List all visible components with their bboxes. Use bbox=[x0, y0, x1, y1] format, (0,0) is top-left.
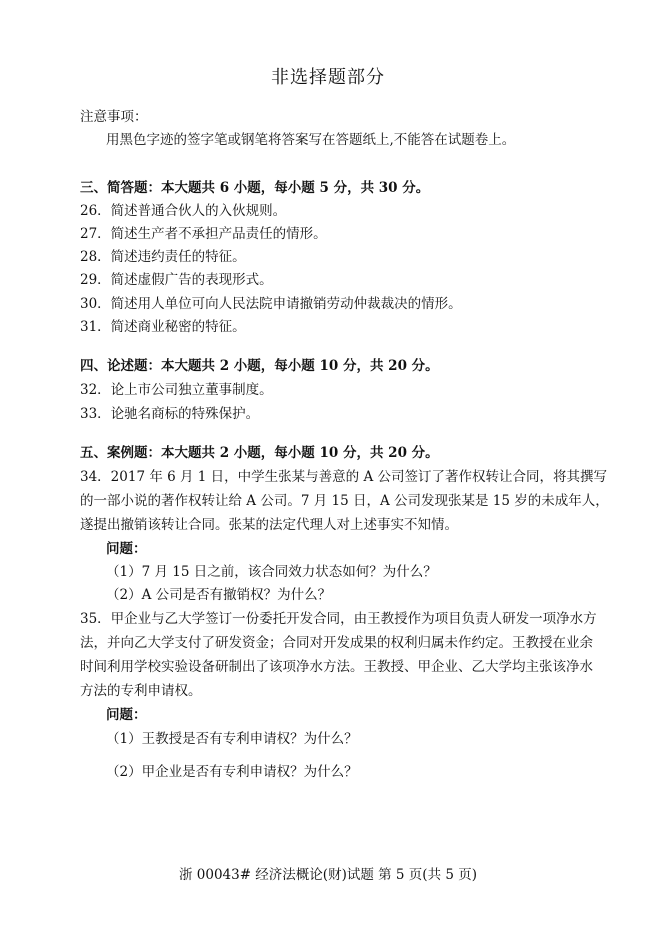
question-27: 27．简述生产者不承担产品责任的情形。 bbox=[80, 226, 327, 242]
question-33: 33．论驰名商标的特殊保护。 bbox=[80, 406, 260, 422]
page-title: 非选择题部分 bbox=[271, 67, 385, 88]
notice-text: 用黑色字迹的签字笔或钢笔将答案写在答题纸上,不能答在试题卷上。 bbox=[106, 132, 516, 148]
question-34-label: 问题： bbox=[106, 541, 147, 557]
section-5-heading: 五、案例题：本大题共 2 小题，每小题 10 分，共 20 分。 bbox=[80, 445, 439, 461]
page-footer: 浙 00043# 经济法概论(财)试题 第 5 页(共 5 页) bbox=[178, 867, 478, 883]
question-30: 30．简述用人单位可向人民法院申请撤销劳动仲裁裁决的情形。 bbox=[80, 296, 462, 312]
question-35-line-3: 时间利用学校实验设备研制出了该项净水方法。王教授、甲企业、乙大学均主张该净水 bbox=[80, 659, 593, 675]
question-34-line-3: 遂提出撤销该转让合同。张某的法定代理人对上述事实不知情。 bbox=[80, 517, 458, 533]
question-35-line-1: 35．甲企业与乙大学签订一份委托开发合同，由王教授作为项目负责人研发一项净水方 bbox=[80, 611, 597, 627]
question-34-line-1: 34．2017 年 6 月 1 日，中学生张某与善意的 A 公司签订了著作权转让合同，将其撰写 bbox=[80, 469, 607, 485]
question-35-line-2: 法，并向乙大学支付了研发资金；合同对开发成果的权利归属未作约定。王教授在业余 bbox=[80, 635, 593, 651]
notice-heading: 注意事项： bbox=[80, 109, 148, 125]
question-34-sub-2: （2）A 公司是否有撤销权？为什么？ bbox=[106, 587, 332, 603]
question-35-line-4: 方法的专利申请权。 bbox=[80, 683, 202, 699]
question-34-sub-1: （1）7 月 15 日之前，该合同效力状态如何？为什么？ bbox=[106, 564, 437, 580]
question-35-sub-1: （1）王教授是否有专利申请权？为什么？ bbox=[106, 731, 358, 747]
question-26: 26．简述普通合伙人的入伙规则。 bbox=[80, 203, 287, 219]
question-31: 31．简述商业秘密的特征。 bbox=[80, 319, 246, 335]
question-32: 32．论上市公司独立董事制度。 bbox=[80, 382, 273, 398]
question-34-line-2: 的一部小说的著作权转让给 A 公司。7 月 15 日，A 公司发现张某是 15 岁的未成年人， bbox=[80, 493, 609, 509]
question-29: 29．简述虚假广告的表现形式。 bbox=[80, 272, 273, 288]
section-4-heading: 四、论述题：本大题共 2 小题，每小题 10 分，共 20 分。 bbox=[80, 358, 439, 374]
question-28: 28．简述违约责任的特征。 bbox=[80, 249, 246, 265]
question-35-sub-2: （2）甲企业是否有专利申请权？为什么？ bbox=[106, 764, 358, 780]
section-3-heading: 三、简答题：本大题共 6 小题，每小题 5 分，共 30 分。 bbox=[80, 180, 430, 196]
question-35-label: 问题： bbox=[106, 707, 147, 723]
